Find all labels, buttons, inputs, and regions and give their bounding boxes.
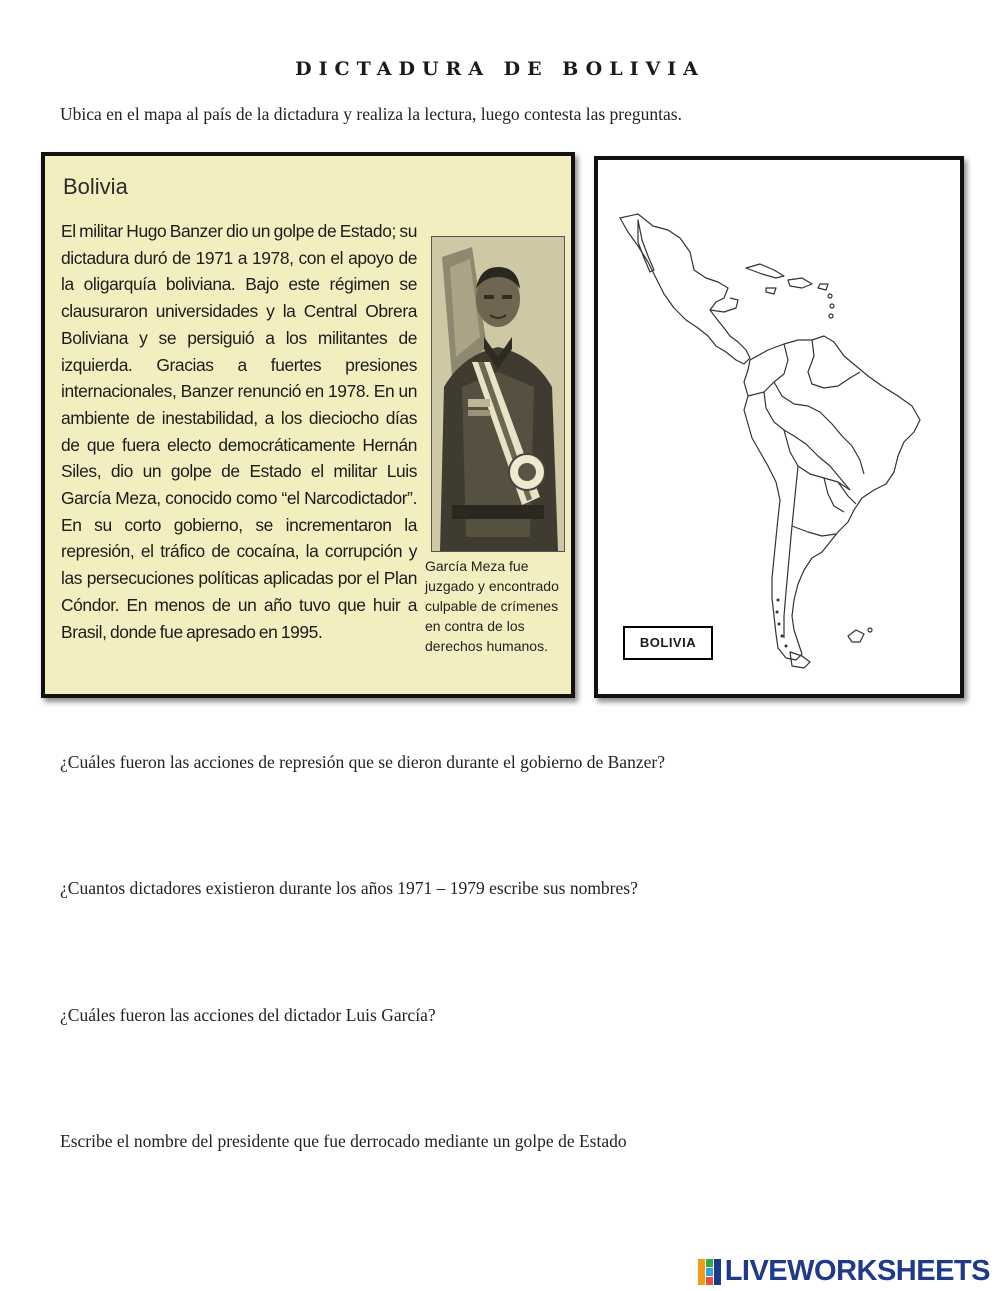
question-1: ¿Cuáles fueron las acciones de represión que se dieron durante el gobierno de Banzer? (60, 752, 665, 772)
question-2: ¿Cuantos dictadores existieron durante los años 1971 – 1979 escribe sus nombres? (60, 878, 638, 898)
instruction-text: Ubica en el mapa al país de la dictadura y realiza la lectura, luego contesta las preguntas. (60, 104, 682, 124)
question-4: Escribe el nombre del presidente que fue derrocado mediante un golpe de Estado (60, 1131, 627, 1151)
latin-america-map (598, 160, 960, 694)
question-3: ¿Cuáles fueron las acciones del dictador Luis García? (60, 1005, 436, 1025)
page-title: DICTADURA DE BOLIVIA (295, 58, 705, 80)
liveworksheets-logo[interactable] (698, 1255, 990, 1288)
dictator-portrait-image (432, 237, 564, 551)
reading-heading: Bolivia (63, 174, 128, 199)
dictator-photo (431, 236, 565, 552)
map-label-bolivia[interactable]: BOLIVIA (623, 626, 713, 660)
photo-caption: García Meza fue juzgado y encontrado culpable de crímenes en contra de los derechos humanos. (425, 558, 559, 654)
liveworksheets-icon (698, 1259, 722, 1285)
map-panel (594, 156, 964, 698)
reading-text: El militar Hugo Banzer dio un golpe de Estado; su dictadura duró de 1971 a 1978, con el apoyo de la oligarquía boliviana. Bajo este régimen se clausuraron universidades y la Central Obrera Boliviana y se persiguió a los militantes de izquierda. Gracias a fuertes presiones internacionales, Banzer renunció en 1978. En un ambiente de inestabilidad, a los dieciocho días de que fuera electo democráticamente Hernán Siles, dio un golpe de Estado el militar Luis García Meza, conocido como “el Narcodictador”. En su corto gobierno, se incrementaron la represión, el tráfico de cocaína, la corrupción y las persecuciones políticas aplicadas por el Plan Cóndor. En menos de un año tuvo que huir a Brasil, donde fue apresado en 1995. (61, 221, 417, 642)
brand-text: LIVEWORKSHEETS (724, 1255, 990, 1287)
reading-panel (41, 152, 575, 698)
